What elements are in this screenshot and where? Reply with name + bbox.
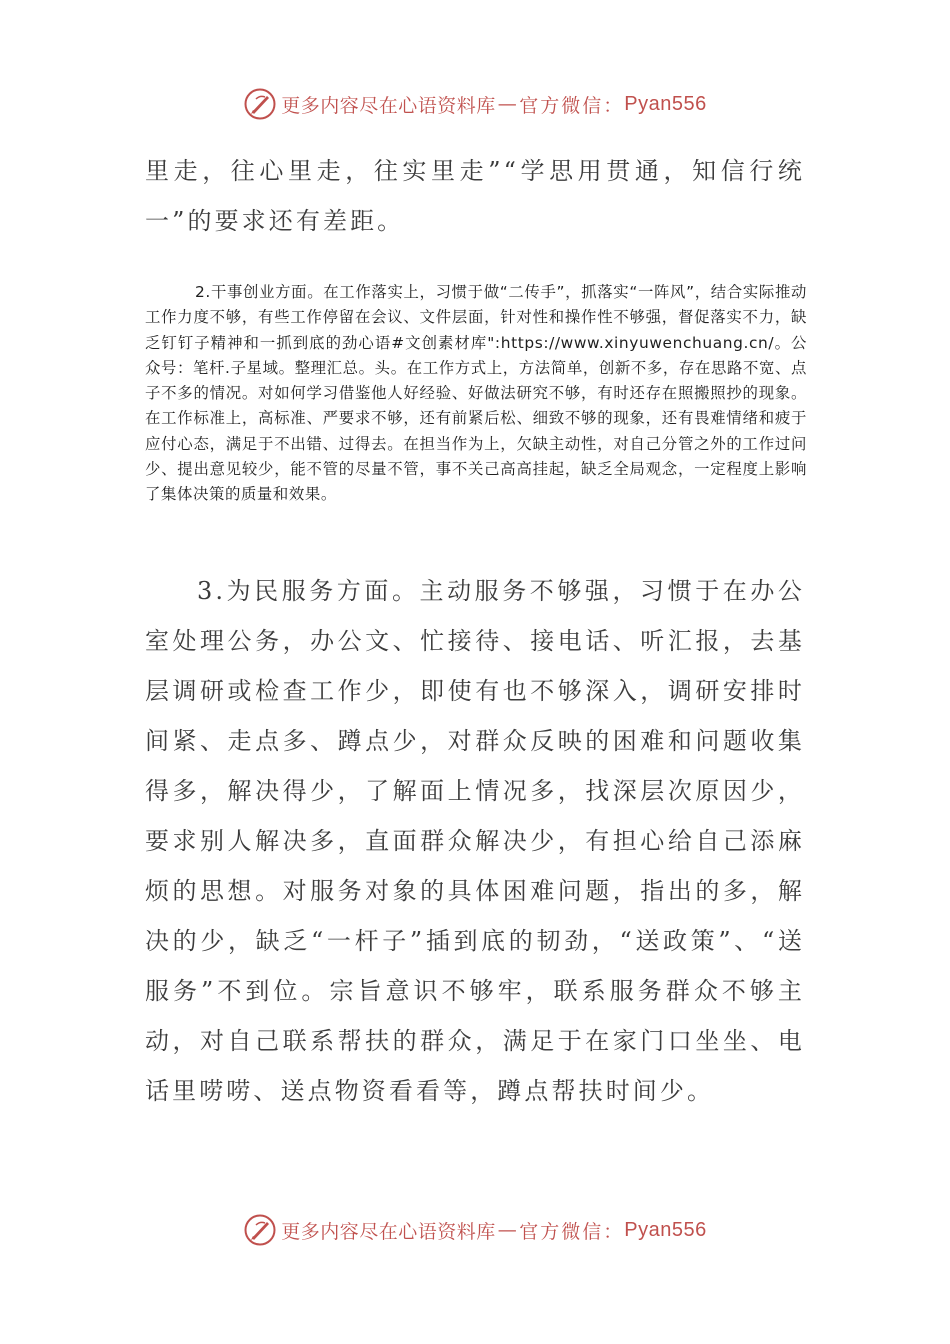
banner-wechat-id: Pyan556	[624, 1218, 707, 1241]
banner-dash: —	[497, 93, 518, 115]
banner-brand-text: 更多内容尽在心语资料库	[281, 1220, 496, 1243]
banner-wechat-label: 官方微信：	[519, 1220, 625, 1243]
header-banner	[0, 84, 950, 124]
banner-wechat-id: Pyan556	[624, 92, 707, 115]
paragraph-continuation: 里走，往心里走，往实里走”“学思用贯通，知信行统一”的要求还有差距。	[145, 157, 805, 235]
paragraph-work-section: 2.干事创业方面。在工作落实上，习惯于做“二传手”，抓落实“一阵风”，结合实际推动工作力度不够，有些工作停留在会议、文件层面，针对性和操作性不够强，督促落实不力，缺乏钉钉子精神和一抓到底的劲心语#文创素材库":https://www.xinyuwenchuang.cn/。公众号：笔杆.子星域。整理汇总。头。在工作方式上，方法简单，创新不多，存在思路不宽、点子不多的情况。对如何学习借鉴他人好经验、好做法研究不够，有时还存在照搬照抄的现象。在工作标准上，高标准、严要求不够，还有前紧后松、细致不够的现象，还有畏难情绪和疲于应付心态，满足于不出错、过得去。在担当作为上，欠缺主动性，对自己分管之外的工作过问少、提出意见较少，能不管的尽量不管，事不关己高高挂起，缺乏全局观念，一定程度上影响了集体决策的质量和效果。	[145, 283, 807, 504]
banner-dash: —	[497, 1219, 518, 1241]
quill-logo-icon	[243, 87, 277, 121]
banner-wechat-label: 官方微信：	[519, 94, 625, 117]
footer-banner	[0, 1210, 950, 1250]
paragraph-service-section: 3.为民服务方面。主动服务不够强，习惯于在办公室处理公务，办公文、忙接待、接电话、听汇报，去基层调研或检查工作少，即使有也不够深入，调研安排时间紧、走点多、蹲点少，对群众反映的困难和问题收集得多，解决得少，了解面上情况多，找深层次原因少，要求别人解决多，直面群众解决少，有担心给自己添麻烦的思想。对服务对象的具体困难问题，指出的多，解决的少，缺乏“一杆子”插到底的韧劲，“送政策”、“送服务”不到位。宗旨意识不够牢，联系服务群众不够主动，对自己联系帮扶的群众，满足于在家门口坐坐、电话里唠唠、送点物资看看等，蹲点帮扶时间少。	[145, 577, 805, 1105]
quill-logo-icon	[243, 1213, 277, 1247]
banner-brand-text: 更多内容尽在心语资料库	[281, 94, 496, 117]
